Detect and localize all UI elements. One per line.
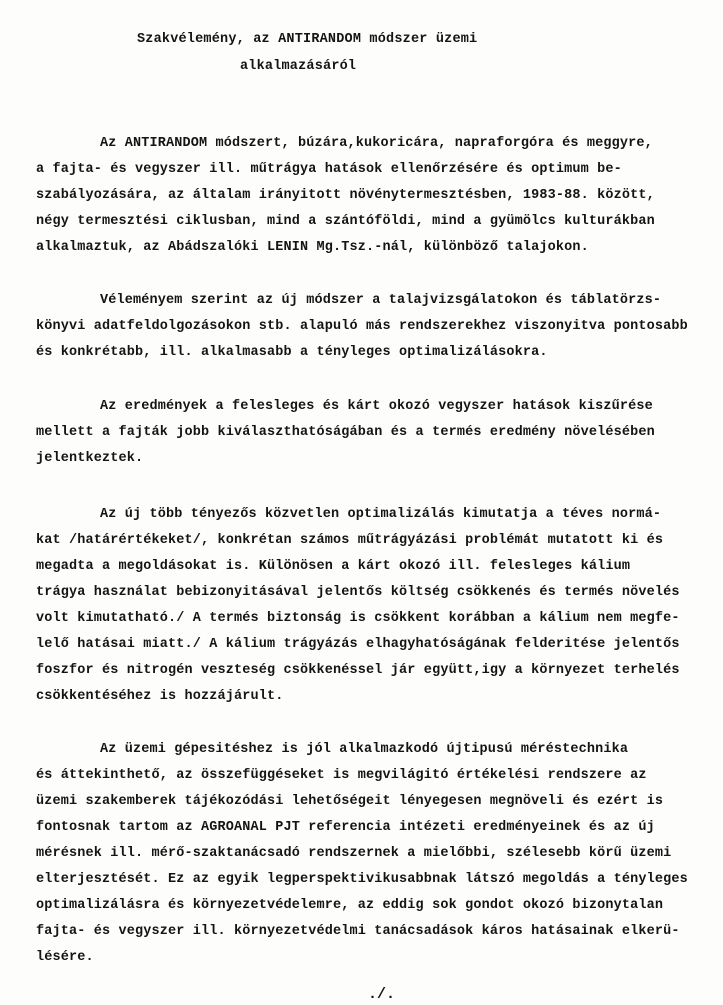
paragraph-line: mérésnek ill. mérő-szaktanácsadó rendszernek a mielőbbi, szélesebb körű üzemi — [36, 846, 672, 861]
paragraph-line: Az új több tényezős közvetlen optimalizálás kimutatja a téves normá- — [100, 507, 662, 522]
paragraph-line: fontosnak tartom az AGROANAL PJT referencia intézeti eredményeinek és az új — [36, 820, 655, 835]
document-title-line-1: Szakvélemény, az ANTIRANDOM módszer üzemi — [137, 32, 478, 47]
continuation-mark: ./. — [368, 986, 396, 1003]
paragraph-line: a fajta- és vegyszer ill. műtrágya hatások ellenőrzésére és optimum be- — [36, 162, 622, 177]
paragraph-line: és áttekinthető, az összefüggéseket is megvilágitó értékelési rendszere az — [36, 768, 647, 783]
paragraph-line: optimalizálásra és környezetvédelemre, az eddig sok gondot okozó bizonytalan — [36, 898, 664, 913]
paragraph-line: lelő hatásai miatt./ A kálium trágyázás elhagyhatóságának felderitése jelentős — [36, 637, 680, 652]
paragraph-line: mellett a fajták jobb kiválaszthatóságában és a termés eredmény növelésében — [36, 425, 655, 440]
paragraph-line: Az eredmények a felesleges és kárt okozó vegyszer hatások kiszűrése — [100, 399, 653, 414]
paragraph-line: négy termesztési ciklusban, mind a szántóföldi, mind a gyümölcs kulturákban — [36, 214, 655, 229]
paragraph-line: megadta a megoldásokat is. Különösen a kárt okozó ill. felesleges kálium — [36, 559, 631, 574]
paragraph-line: Véleményem szerint az új módszer a talajvizsgálatokon és táblatörzs- — [100, 293, 662, 308]
paragraph-line: szabályozására, az általam irányitott növénytermesztésben, 1983-88. között, — [36, 188, 655, 203]
paragraph-line: csökkentéséhez is hozzájárult. — [36, 689, 284, 704]
paragraph-line: Az üzemi gépesitéshez is jól alkalmazkodó újtipusú méréstechnika — [100, 742, 629, 757]
paragraph-line: Az ANTIRANDOM módszert, búzára,kukoricára, napraforgóra és meggyre, — [100, 136, 653, 151]
paragraph-line: lésére. — [36, 950, 94, 965]
paragraph-line: foszfor és nitrogén veszteség csökkenéssel jár együtt,igy a környezet terhelés — [36, 663, 680, 678]
document-title-line-2: alkalmazásáról — [240, 59, 357, 74]
paragraph-line: és konkrétabb, ill. alkalmasabb a tényleges optimalizálásokra. — [36, 345, 548, 360]
paragraph-line: fajta- és vegyszer ill. környezetvédelmi tanácsadások káros hatásainak elkerü- — [36, 924, 680, 939]
paragraph-line: könyvi adatfeldolgozásokon stb. alapuló más rendszerekhez viszonyitva pontosabb — [36, 319, 688, 334]
paragraph-line: volt kimutatható./ A termés biztonság is csökkent korábban a kálium nem megfe- — [36, 611, 680, 626]
paragraph-line: trágya használat bebizonyitásával jelentős költség csökkenés és termés növelés — [36, 585, 680, 600]
paragraph-line: elterjesztését. Ez az egyik legperspektivikusabbnak látszó megoldás a tényleges — [36, 872, 688, 887]
paragraph-line: kat /határértékeket/, konkrétan számos műtrágyázási problémát mutatott ki és — [36, 533, 664, 548]
paragraph-line: jelentkeztek. — [36, 451, 144, 466]
paragraph-line: alkalmaztuk, az Abádszalóki LENIN Mg.Tsz.-nál, különböző talajokon. — [36, 240, 589, 255]
paragraph-line: üzemi szakemberek tájékozódási lehetőségeit lényegesen megnöveli és ezért is — [36, 794, 664, 809]
